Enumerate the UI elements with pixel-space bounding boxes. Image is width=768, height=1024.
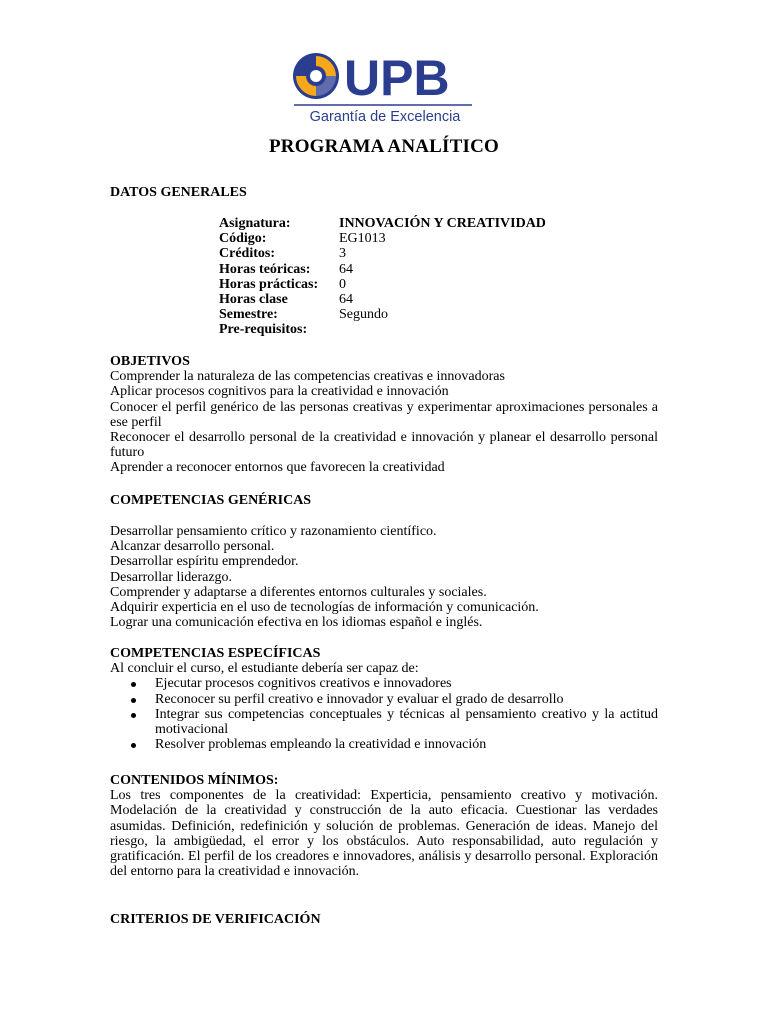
logo-wordmark: UPB <box>344 50 450 106</box>
bullet-text: Ejecutar procesos cognitivos creativos e innovadores <box>155 676 452 692</box>
bullet-text: Resolver problemas empleando la creatividad e innovación <box>155 737 487 753</box>
competencias-especificas-section <box>110 646 658 752</box>
dg-row-horas-clase <box>219 292 546 307</box>
dg-row-semestre <box>219 307 546 322</box>
dg-value: 64 <box>339 292 353 308</box>
bullet-icon <box>131 682 136 687</box>
dg-label: Código: <box>219 231 267 247</box>
competencia-item: Lograr una comunicación efectiva en los idiomas español e inglés. <box>110 615 483 631</box>
dg-value: 3 <box>339 246 346 262</box>
dg-label: Créditos: <box>219 246 275 262</box>
page-title: PROGRAMA ANALÍTICO <box>268 136 500 157</box>
dg-value: 64 <box>339 261 353 277</box>
upb-logo <box>292 48 478 126</box>
swirl-icon <box>293 53 339 99</box>
dg-label: Horas prácticas: <box>219 276 319 292</box>
competencia-item: Comprender y adaptarse a diferentes entornos culturales y sociales. <box>110 584 487 600</box>
objetivo-item: Reconocer el desarrollo personal de la creatividad e innovación y planear el desarrollo personal futuro <box>110 430 658 461</box>
dg-row-codigo <box>219 231 546 246</box>
objetivo-item: Aplicar procesos cognitivos para la creatividad e innovación <box>110 384 449 400</box>
dg-value: Segundo <box>339 307 388 323</box>
bullet-item <box>110 737 658 752</box>
dg-row-horas-teoricas <box>219 262 546 277</box>
competencia-item: Desarrollar liderazgo. <box>110 569 233 585</box>
dg-label: Horas clase <box>219 292 288 308</box>
dg-row-asignatura <box>219 216 546 231</box>
dg-label: Horas teóricas: <box>219 261 311 277</box>
bullet-icon <box>131 698 136 703</box>
objetivos-section <box>110 354 658 476</box>
dg-value: EG1013 <box>339 231 386 247</box>
objetivo-item: Comprender la naturaleza de las competencias creativas e innovadoras <box>110 369 505 385</box>
bullet-item <box>110 707 658 737</box>
bullet-item <box>110 676 658 691</box>
dg-value: 0 <box>339 276 346 292</box>
competencias-especificas-intro: Al concluir el curso, el estudiante debería ser capaz de: <box>110 661 419 677</box>
dg-row-prerequisitos <box>219 322 546 337</box>
datos-generales-heading: DATOS GENERALES <box>110 185 247 200</box>
bullet-item <box>110 692 658 707</box>
objetivos-heading: OBJETIVOS <box>110 354 190 369</box>
upb-logo-graphic <box>292 48 478 126</box>
contenidos-minimos-section <box>110 773 658 879</box>
bullet-icon <box>131 713 136 718</box>
dg-row-creditos <box>219 246 546 261</box>
competencias-especificas-list <box>110 676 658 752</box>
competencia-item: Desarrollar espíritu emprendedor. <box>110 554 299 570</box>
competencias-genericas-heading: COMPETENCIAS GENÉRICAS <box>110 493 312 508</box>
dg-label: Pre-requisitos: <box>219 322 308 338</box>
dg-label: Asignatura: <box>219 216 291 231</box>
competencias-especificas-heading: COMPETENCIAS ESPECÍFICAS <box>110 646 321 661</box>
bullet-text: Reconocer su perfil creativo e innovador y evaluar el grado de desarrollo <box>155 691 564 707</box>
dg-label: Semestre: <box>219 307 278 323</box>
bullet-text: Integrar sus competencias conceptuales y técnicas al pensamiento creativo y la actitud motivacional <box>155 706 658 738</box>
competencias-genericas-list <box>110 524 658 630</box>
competencia-item: Desarrollar pensamiento crítico y razonamiento científico. <box>110 524 437 539</box>
datos-generales-table <box>219 216 546 338</box>
criterios-heading: CRITERIOS DE VERIFICACIÓN <box>110 912 321 927</box>
bullet-icon <box>131 743 136 748</box>
contenidos-minimos-text: Los tres componentes de la creatividad: Experticia, pensamiento creativo y motivación. Modelación de la creatividad y construcción de la auto eficacia. Cuestionar las verdades asumidas. Definición, redefinición y solución de problemas. Generación de ideas. Manejo del riesgo, la ambigüedad, el error y los obstáculos. Auto responsabilidad, auto regulación y gratificación. El perfil de los creadores e innovadores, análisis y desarrollo personal. Exploración del entorno para la creatividad e innovación. <box>110 788 658 880</box>
contenidos-minimos-heading: CONTENIDOS MÍNIMOS: <box>110 773 279 788</box>
logo-tagline: Garantía de Excelencia <box>309 109 461 125</box>
objetivo-item: Aprender a reconocer entornos que favorecen la creatividad <box>110 460 445 476</box>
dg-row-horas-practicas <box>219 277 546 292</box>
competencia-item: Alcanzar desarrollo personal. <box>110 539 275 555</box>
competencia-item: Adquirir experticia en el uso de tecnologías de información y comunicación. <box>110 600 539 616</box>
objetivo-item: Conocer el perfil genérico de las personas creativas y experimentar aproximaciones personales a ese perfil <box>110 399 658 430</box>
dg-value: INNOVACIÓN Y CREATIVIDAD <box>339 216 546 231</box>
